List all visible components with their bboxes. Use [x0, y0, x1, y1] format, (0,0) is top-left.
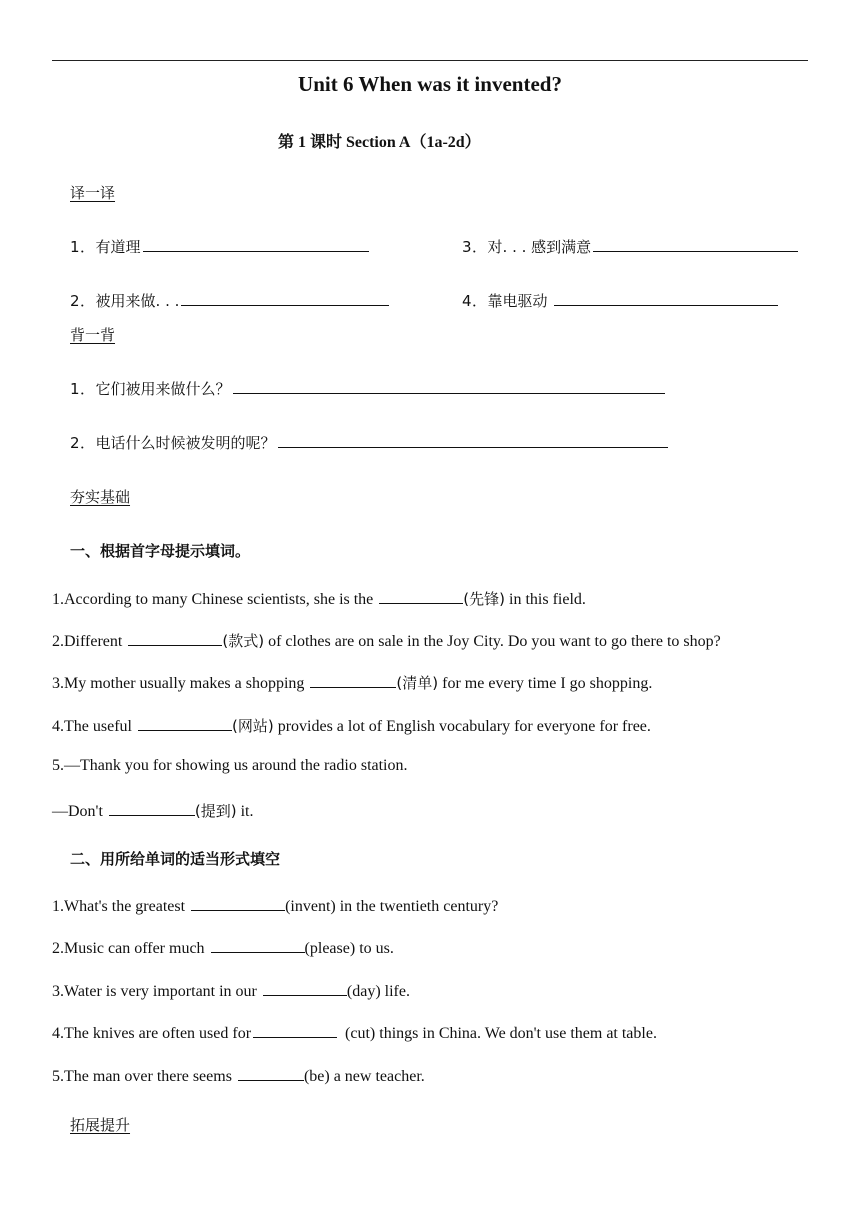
answer-blank[interactable]	[278, 433, 668, 448]
answer-blank[interactable]	[138, 716, 232, 731]
question-text: 4.The useful	[52, 718, 136, 735]
part2-question-3	[52, 981, 410, 1001]
header-rule	[52, 60, 808, 61]
question-text: 4.The knives are often used for	[52, 1025, 252, 1042]
question-hint: (invent)	[285, 898, 336, 915]
item-text: 对. . . 感到满意	[487, 238, 592, 256]
answer-blank[interactable]	[593, 237, 798, 252]
part1-heading: 一、根据首字母提示填词。	[70, 542, 251, 560]
answer-blank[interactable]	[181, 291, 389, 306]
part1-question-1	[52, 588, 586, 609]
translate-item-4	[462, 290, 778, 311]
answer-blank[interactable]	[109, 801, 195, 816]
question-hint: (day)	[346, 983, 381, 1000]
question-text-end: of clothes are on sale in the Joy City. Do you want to go there to shop?	[264, 633, 721, 650]
section-extend-heading: 拓展提升	[70, 1116, 131, 1134]
item-text: 有道理	[95, 238, 141, 256]
translate-item-3	[462, 236, 798, 257]
answer-blank[interactable]	[253, 1023, 337, 1038]
part2-question-1	[52, 896, 498, 916]
answer-blank[interactable]	[211, 938, 305, 953]
question-hint: (cut)	[345, 1025, 376, 1042]
question-text-end: it.	[236, 803, 254, 820]
item-number: 2．	[70, 292, 96, 310]
page-title: Unit 6 When was it invented?	[298, 72, 562, 96]
part1-question-4	[52, 715, 651, 736]
section-basics-heading: 夯实基础	[70, 488, 131, 506]
question-text-end: to us.	[355, 940, 394, 957]
question-hint: (清单)	[396, 674, 439, 692]
question-text-end: provides a lot of English vocabulary for everyone for free.	[273, 718, 651, 735]
part1-question-3	[52, 672, 652, 693]
question-text-end: things in China. We don't use them at table.	[375, 1025, 657, 1042]
answer-blank[interactable]	[554, 291, 778, 306]
question-text: 3.Water is very important in our	[52, 983, 261, 1000]
question-text: 1.What's the greatest	[52, 898, 190, 915]
translate-item-2	[70, 290, 389, 311]
question-text: 3.My mother usually makes a shopping	[52, 675, 309, 692]
recite-item-1	[70, 378, 665, 399]
question-text-end: life.	[380, 983, 410, 1000]
section-recite-heading: 背一背	[70, 326, 116, 344]
answer-blank[interactable]	[263, 981, 347, 996]
recite-item-2	[70, 432, 668, 453]
question-text: 5.—Thank you for showing us around the radio station.	[52, 757, 408, 774]
item-text: 靠电驱动	[487, 292, 553, 310]
translate-item-1	[70, 236, 369, 257]
question-hint: (网站)	[231, 717, 274, 735]
question-text: 5.The man over there seems	[52, 1068, 236, 1085]
question-text: —Don't	[52, 803, 107, 820]
question-text-end: a new teacher.	[329, 1068, 425, 1085]
question-text-end: for me every time I go shopping.	[438, 675, 653, 692]
question-hint: (先锋)	[463, 590, 505, 608]
part1-question-5	[52, 757, 408, 775]
question-text: 2.Music can offer much	[52, 940, 209, 957]
question-hint: (please)	[304, 940, 356, 957]
answer-blank[interactable]	[143, 237, 369, 252]
item-text: 被用来做. . .	[95, 292, 180, 310]
question-hint: (款式)	[222, 632, 265, 650]
part2-question-4	[52, 1023, 657, 1043]
part2-question-5	[52, 1066, 425, 1086]
answer-blank[interactable]	[310, 673, 396, 688]
section-translate-heading: 译一译	[70, 184, 116, 202]
part1-question-5-reply	[52, 800, 254, 821]
answer-blank[interactable]	[379, 589, 463, 604]
question-text: 2.Different	[52, 633, 127, 650]
question-text: 1.According to many Chinese scientists, she is the	[52, 591, 378, 608]
part2-question-2	[52, 938, 394, 958]
item-number: 1．	[70, 238, 96, 256]
question-hint: (提到)	[194, 802, 237, 820]
item-number: 1．	[70, 380, 96, 398]
answer-blank[interactable]	[191, 896, 285, 911]
answer-blank[interactable]	[238, 1066, 304, 1081]
answer-blank[interactable]	[128, 631, 222, 646]
lesson-subtitle: 第 1 课时 Section A（1a-2d）	[278, 134, 481, 151]
question-text-end: in the twentieth century?	[335, 898, 499, 915]
question-text-end: in this field.	[505, 591, 586, 608]
part1-question-2	[52, 630, 721, 651]
item-number: 4．	[462, 292, 488, 310]
answer-blank[interactable]	[233, 379, 665, 394]
item-number: 2．	[70, 434, 96, 452]
question-hint: (be)	[303, 1068, 330, 1085]
part2-heading: 二、用所给单词的适当形式填空	[70, 850, 281, 868]
item-number: 3．	[462, 238, 488, 256]
item-text: 电话什么时候被发明的呢？	[95, 434, 276, 452]
item-text: 它们被用来做什么？	[95, 380, 231, 398]
